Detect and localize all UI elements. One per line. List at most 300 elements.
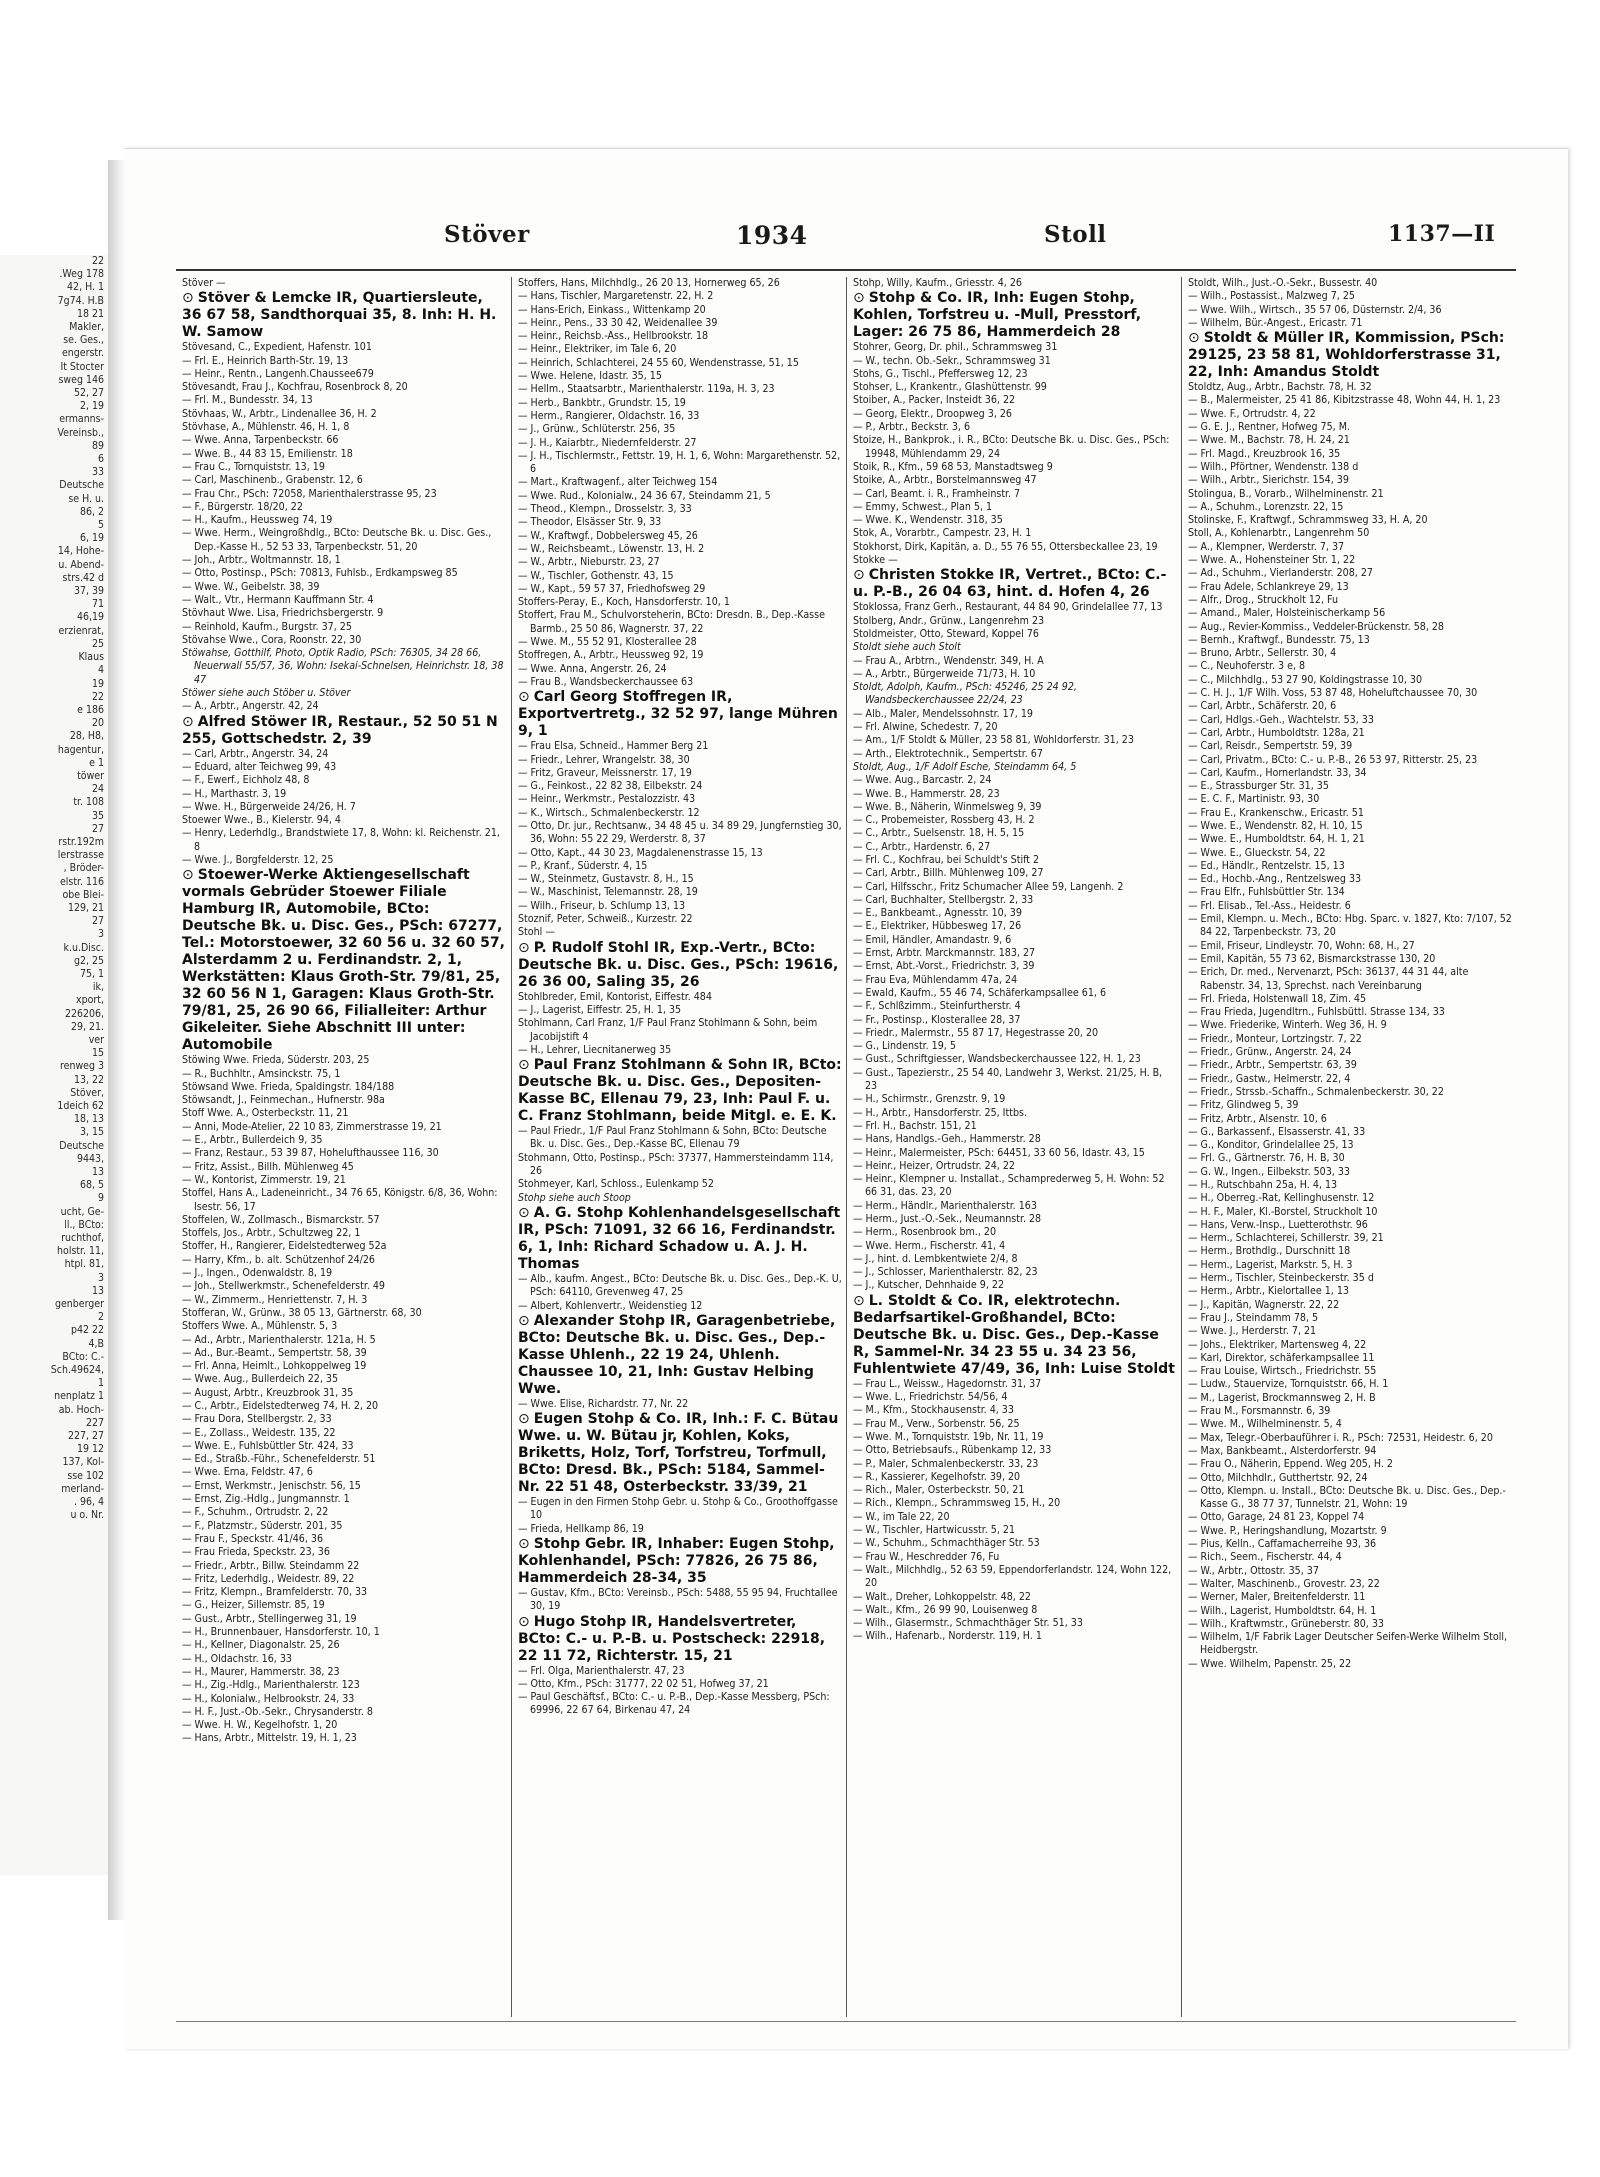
facing-page-fragment: 6: [97, 453, 104, 466]
facing-page-fragment: 27: [91, 915, 104, 928]
firm-listing: ⊙ Carl Georg Stoffregen IR, Exportvertretg., 32 52 97, lange Mühren 9, 1: [518, 689, 842, 740]
directory-entry: — Herm., Arbtr., Kielortallee 1, 13: [1188, 1285, 1349, 1298]
directory-entry: — Frau J., Steindamm 78, 5: [1188, 1311, 1319, 1324]
directory-entry: — Wwe. Aug., Barcastr. 2, 24: [853, 774, 992, 787]
directory-entry: — Wwe. E., Humboldtstr. 64, H. 1, 21: [1188, 833, 1365, 846]
directory-entry: — Rich., Klempn., Schrammsweg 15, H., 20: [853, 1497, 1061, 1510]
facing-page-fragment: p42 22: [70, 1324, 104, 1337]
firm-listing: ⊙ Christen Stokke IR, Vertret., BCto: C.- u. P.-B., 26 04 63, hint. d. Hofen 4, 26: [853, 567, 1177, 601]
facing-page-fragment: genberger: [54, 1298, 104, 1311]
facing-page-fragment: 13, 22: [73, 1073, 104, 1086]
directory-entry: — Ewald, Kaufm., 55 46 74, Schäferkampsallee 61, 6: [853, 986, 1107, 999]
directory-entry: — Wwe. E., Glueckstr. 54, 22: [1188, 846, 1326, 859]
directory-entry: — F., Schlßzimm., Steinfurtherstr. 4: [853, 1000, 1021, 1013]
directory-entry: — Wwe. Aug., Bullerdeich 22, 35: [182, 1373, 339, 1386]
directory-entry: Stoffel, Hans A., Ladeneinricht., 34 76 65, Königstr. 6/8, 36, Wohn: Isestr. 56, 17: [182, 1187, 498, 1213]
facing-page-fragment: 6, 19: [79, 532, 104, 545]
directory-entry: — W., Kraftwgf., Dobbelersweg 45, 26: [518, 529, 698, 542]
running-header: [124, 221, 1568, 261]
directory-entry: Stoklossa, Franz Gerh., Restaurant, 44 84 90, Grindelallee 77, 13: [853, 601, 1163, 614]
directory-entry: — Carl, Maschinenb., Grabenstr. 12, 6: [182, 474, 363, 487]
directory-entry: — Hans, Arbtr., Mittelstr. 19, H. 1, 23: [182, 1732, 357, 1745]
directory-entry: — Henry, Lederhdlg., Brandstwiete 17, 8, Wohn: kl. Reichenstr. 21, 8: [182, 827, 500, 853]
facing-page-fragment: , Bröder-: [63, 862, 104, 875]
directory-entry: — Emil, Friseur, Lindleystr. 70, Wohn: 68, H., 27: [1188, 939, 1415, 952]
directory-entry: — W., Maschinist, Telemannstr. 28, 19: [518, 886, 698, 899]
directory-entry: — Wwe. L., Friedrichstr. 54/56, 4: [853, 1391, 1008, 1404]
facing-page-fragment: 24: [91, 783, 104, 796]
directory-entry: — Aug., Revier-Kommiss., Veddeler-Brückenstr. 58, 28: [1188, 620, 1444, 633]
directory-entry: — Friedr., Monteur, Lortzingstr. 7, 22: [1188, 1032, 1362, 1045]
directory-entry: — Friedr., Grünw., Angerstr. 24, 24: [1188, 1046, 1352, 1059]
directory-entry: — Frau Elfr., Fuhlsbüttler Str. 134: [1188, 886, 1345, 899]
facing-page-fragment: 86, 2: [79, 505, 104, 518]
directory-entry: — Wwe. Anna, Tarpenbeckstr. 66: [182, 434, 339, 447]
directory-entry: — Ad., Schuhm., Vierlanderstr. 208, 27: [1188, 567, 1373, 580]
directory-entry: Stoffels, Jos., Arbtr., Schultzweg 22, 1: [182, 1227, 361, 1240]
directory-entry: — Ernst, Arbtr. Marckmannstr. 183, 27: [853, 947, 1036, 960]
directory-entry: — Frau Louise, Wirtsch., Friedrichstr. 55: [1188, 1365, 1377, 1378]
directory-entry: Stokhorst, Dirk, Kapitän, a. D., 55 76 55, Ottersbeckallee 23, 19: [853, 540, 1158, 553]
directory-entry: — Heinrich, Schlachterei, 24 55 60, Wendenstrasse, 51, 15: [518, 356, 799, 369]
facing-page-fragment: 15: [91, 1047, 104, 1060]
directory-entry: — Otto, Kapt., 44 30 23, Magdalenenstrasse 15, 13: [518, 846, 763, 859]
directory-entry: — Fritz, Glindweg 5, 39: [1188, 1099, 1299, 1112]
directory-entry: Stoffers, Hans, Milchhdlg., 26 20 13, Hornerweg 65, 26: [518, 277, 780, 289]
directory-entry: — Frau B., Wandsbeckerchaussee 63: [518, 675, 694, 688]
directory-entry: Stöwer siehe auch Stöber u. Stöver: [182, 687, 351, 700]
directory-entry: — Frieda, Hellkamp 86, 19: [518, 1522, 644, 1535]
directory-entry: Stohmeyer, Karl, Schloss., Eulenkamp 52: [518, 1178, 714, 1191]
firm-listing: ⊙ P. Rudolf Stohl IR, Exp.-Vertr., BCto: Deutsche Bk. u. Disc. Ges., PSch: 19616, 26 36 00, Saling 35, 26: [518, 940, 842, 991]
facing-page-fragment: .Weg 178: [59, 268, 104, 281]
directory-entry: — Carl, Arbtr., Humboldtstr. 128a, 21: [1188, 726, 1365, 739]
directory-entry: — Frau Frieda, Jugendltrn., Fuhlsbüttl. Strasse 134, 33: [1188, 1006, 1445, 1019]
directory-entry: — B., Malermeister, 25 41 86, Kibitzstrasse 48, Wohn 44, H. 1, 23: [1188, 394, 1501, 407]
directory-entry: — Harry, Kfm., b. alt. Schützenhof 24/26: [182, 1253, 375, 1266]
directory-entry: — Friedr., Arbtr., Sempertstr. 63, 39: [1188, 1059, 1357, 1072]
directory-entry: Stoiber, A., Packer, Insteidt 36, 22: [853, 394, 1016, 407]
directory-entry: — Gust., Tapezierstr., 25 54 40, Landwehr 3, Werkst. 21/25, H. B, 23: [853, 1066, 1163, 1093]
directory-entry: — R., Kassierer, Kegelhofstr. 39, 20: [853, 1470, 1021, 1483]
directory-entry: Stöver —: [182, 277, 226, 289]
directory-entry: — G. W., Ingen., Eilbekstr. 503, 33: [1188, 1165, 1350, 1178]
directory-entry: — Bernh., Kraftwgf., Bundesstr. 75, 13: [1188, 633, 1370, 646]
footer-rule: [176, 2021, 1516, 2022]
directory-entry: — Fritz, Assist., Billh. Mühlenweg 45: [182, 1160, 354, 1173]
directory-entry: — Carl, Hilfsschr., Fritz Schumacher Allee 59, Langenh. 2: [853, 880, 1124, 893]
directory-entry: — Emmy, Schwest., Plan 5, 1: [853, 500, 993, 513]
directory-entry: — J., Kapitän, Wagnerstr. 22, 22: [1188, 1298, 1340, 1311]
directory-entry: — J. H., Tischlermstr., Fettstr. 19, H. 1, 6, Wohn: Margarethenstr. 52, 6: [518, 449, 841, 476]
directory-entry: — Wwe. M., Bachstr. 78, H. 24, 21: [1188, 434, 1350, 447]
facing-page-fragment: 137, Kol-: [62, 1456, 104, 1469]
directory-entry: Stolingua, B., Vorarb., Wilhelminenstr. 21: [1188, 487, 1384, 500]
firm-listing: ⊙ Alexander Stohp IR, Garagenbetriebe, BCto: Deutsche Bk. u. Disc. Ges., Dep.-Kasse Uhlenh., 22 19 24, Uhlenh. Chaussee 10, 21, Inh: Gustav Helbing Wwe.: [518, 1313, 842, 1398]
directory-entry: — Joh., Arbtr., Woltmannstr. 18, 1: [182, 554, 341, 567]
directory-entry: — Wilh., Hafenarb., Norderstr. 119, H. 1: [853, 1630, 1042, 1643]
facing-page-fragment: 7g74. H.B: [57, 294, 104, 307]
directory-entry: — Rich., Seem., Fischerstr. 44, 4: [1188, 1551, 1342, 1564]
directory-entry: Stofferan, W., Grünw., 38 05 13, Gärtnerstr. 68, 30: [182, 1306, 422, 1319]
directory-entry: — Heinr., Elektriker, im Tale 6, 20: [518, 343, 677, 356]
directory-entry: — W., techn. Ob.-Sekr., Schrammsweg 31: [853, 354, 1051, 367]
directory-entry: — C., Arbtr., Suelsenstr. 18, H. 5, 15: [853, 827, 1025, 840]
facing-page-fragment: 9443,: [76, 1152, 104, 1165]
firm-listing: ⊙ Stöver & Lemcke IR, Quartiersleute, 36 67 58, Sandthorquai 35, 8. Inh: H. H. W. Samow: [182, 290, 507, 341]
directory-entry: Stoldmeister, Otto, Steward, Koppel 76: [853, 627, 1039, 640]
directory-entry: — Frau E., Krankenschw., Ericastr. 51: [1188, 806, 1364, 819]
directory-entry: — Wilh., Kraftwmstr., Grüneberstr. 80, 33: [1188, 1617, 1384, 1630]
directory-entry: — Wwe. M., Wilhelminenstr. 5, 4: [1188, 1418, 1342, 1431]
directory-entry: — Carl, Buchhalter, Stellbergstr. 2, 33: [853, 893, 1034, 906]
directory-entry: — Frl. Anna, Heimlt., Lohkoppelweg 19: [182, 1360, 367, 1373]
directory-entry: — H., Schirmstr., Grenzstr. 9, 19: [853, 1093, 1006, 1106]
header-rule: [176, 269, 1516, 271]
directory-entry: — Hans, Verw.-Insp., Luetterothstr. 96: [1188, 1218, 1368, 1231]
directory-entry: — Wwe. J., Borgfelderstr. 12, 25: [182, 853, 334, 866]
facing-page-fragment: Makler,: [69, 321, 104, 334]
facing-page-fragment: sse 102: [67, 1469, 104, 1482]
directory-entry: Stohl —: [518, 926, 555, 939]
directory-entry: — H., Oldachstr. 16, 33: [182, 1652, 292, 1665]
facing-page-fragment: It Stocter: [60, 360, 104, 373]
facing-page-fragment: ik,: [92, 981, 104, 994]
directory-entry: — Carl, Arbtr., Schäferstr. 20, 6: [1188, 700, 1337, 713]
directory-entry: — H., Kellner, Diagonalstr. 25, 26: [182, 1639, 340, 1652]
firm-listing: ⊙ Hugo Stohp IR, Handelsvertreter, BCto: C.- u. P.-B. u. Postscheck: 22918, 22 11 72, Richterstr. 15, 21: [518, 1614, 842, 1665]
directory-entry: — W., Tischler, Gothenstr. 43, 15: [518, 569, 674, 582]
directory-entry: — Fritz, Arbtr., Alsenstr. 10, 6: [1188, 1112, 1327, 1125]
directory-entry: — Theodor, Elsässer Str. 9, 33: [518, 516, 662, 529]
facing-page-fragment: ermanns-: [59, 413, 104, 426]
facing-page-fragment: 13: [91, 1284, 104, 1297]
directory-entry: — Hans, Tischler, Margaretenstr. 22, H. 2: [518, 290, 714, 303]
facing-page-fragment: 13: [91, 1166, 104, 1179]
facing-page-fragment: sweg 146: [58, 373, 104, 386]
column-2: [511, 277, 846, 2017]
directory-entry: — H., Kaufm., Heussweg 74, 19: [182, 514, 333, 527]
facing-page-fragment: 20: [91, 717, 104, 730]
facing-page-fragment: elstr. 116: [59, 875, 104, 888]
directory-entry: — Fritz, Graveur, Meissnerstr. 17, 19: [518, 766, 692, 779]
directory-entry: — Gust., Arbtr., Stellingerweg 31, 19: [182, 1612, 357, 1625]
directory-entry: — Wwe. K., Wendenstr. 318, 35: [853, 514, 1003, 527]
directory-entry: — Wwe. Friederike, Winterh. Weg 36, H. 9: [1188, 1019, 1387, 1032]
directory-entry: — C., Milchhdlg., 53 27 90, Koldingstrasse 10, 30: [1188, 673, 1423, 686]
directory-entry: — Frl. Olga, Marienthalerstr. 47, 23: [518, 1664, 685, 1677]
directory-entry: Stohs, G., Tischl., Pfeffersweg 12, 23: [853, 367, 1028, 380]
facing-page-fragment: 29, 21.: [70, 1020, 104, 1033]
directory-entry: — A., Arbtr., Bürgerweide 71/73, H. 10: [853, 667, 1036, 680]
directory-entry: — A., Arbtr., Angerstr. 42, 24: [182, 700, 319, 713]
facing-page-fragment: ucht, Ge-: [60, 1205, 104, 1218]
facing-page-fragment: lerstrasse: [57, 849, 104, 862]
directory-entry: — Franz, Restaur., 53 39 87, Hohelufthaussee 116, 30: [182, 1147, 439, 1160]
facing-page-fragment: 46,19: [76, 611, 104, 624]
directory-entry: — Wwe. Anna, Angerstr. 26, 24: [518, 662, 667, 675]
directory-entry: Stöwing Wwe. Frieda, Süderstr. 203, 25: [182, 1054, 370, 1067]
directory-entry: — Frl. Alwine, Schedestr. 7, 20: [853, 721, 998, 734]
directory-entry: — Frau O., Näherin, Eppend. Weg 205, H. 2: [1188, 1458, 1393, 1471]
directory-entry: — Arth., Elektrotechnik., Sempertstr. 67: [853, 747, 1043, 760]
directory-entry: — E., Zollass., Weidestr. 135, 22: [182, 1426, 336, 1439]
directory-entry: — Wwe. B., Hammerstr. 28, 23: [853, 787, 1000, 800]
directory-entry: — Hans, Handlgs.-Geh., Hammerstr. 28: [853, 1133, 1041, 1146]
directory-entry: — Frau Frieda, Speckstr. 23, 36: [182, 1546, 330, 1559]
directory-entry: — H., Lehrer, Liecnitanerweg 35: [518, 1043, 672, 1056]
directory-entry: — H., Maurer, Hammerstr. 38, 23: [182, 1665, 340, 1678]
directory-entry: — Pius, Kelln., Caffamacherreihe 93, 36: [1188, 1538, 1377, 1551]
directory-entry: — Ludw., Stauervize, Tornquiststr. 66, H. 1: [1188, 1378, 1389, 1391]
facing-page-fragment: 19: [91, 677, 104, 690]
facing-page-fragment: Sch.49624,: [50, 1364, 104, 1377]
directory-entry: — Wwe. H. W., Kegelhofstr. 1, 20: [182, 1719, 338, 1732]
directory-entry: — F., Platzmstr., Süderstr. 201, 35: [182, 1519, 343, 1532]
facing-page-fragment: 129, 21: [67, 901, 104, 914]
directory-entry: — Alfr., Drog., Struckholt 12, Fu: [1188, 593, 1338, 606]
facing-page-fragment: 22: [91, 690, 104, 703]
directory-entry: Stoff Wwe. A., Osterbeckstr. 11, 21: [182, 1107, 349, 1120]
directory-entry: — Friedr., Malermstr., 55 87 17, Hegestrasse 20, 20: [853, 1026, 1099, 1039]
directory-entry: — Frau Elsa, Schneid., Hammer Berg 21: [518, 740, 709, 753]
firm-listing: ⊙ Stohp Gebr. IR, Inhaber: Eugen Stohp, Kohlenhandel, PSch: 77826, 26 75 86, Hammerdeich 28-34, 35: [518, 1536, 842, 1587]
directory-entry: — Friedr., Gastw., Helmerstr. 22, 4: [1188, 1072, 1351, 1085]
directory-entry: — Otto, Garage, 24 81 23, Koppel 74: [1188, 1511, 1365, 1524]
directory-entry: — Wilh., Arbtr., Sierichstr. 154, 39: [1188, 474, 1349, 487]
directory-entry: — Frau M., Forsmannstr. 6, 39: [1188, 1405, 1331, 1418]
directory-entry: — Wwe. M., Tornquiststr. 19b, Nr. 11, 19: [853, 1430, 1044, 1443]
directory-entry: Stok, A., Vorarbtr., Campestr. 23, H. 1: [853, 527, 1032, 540]
firm-listing: ⊙ Stoewer-Werke Aktiengesellschaft vormals Gebrüder Stoewer Filiale Hamburg IR, Automobile, BCto: Deutsche Bk. u. Disc. Ges., PSch: 67277, Tel.: Motorstoewer, 32 60 56 u. 32 60 57, Alsterdamm 2 u. Ferdinandstr. 2, 1, Werkstätten: Klaus Groth-Str. 79/81, 25, 32 60 56 N 1, Garagen: Klaus Groth-Str. 79/81, 25, 26 90 66, Filialleiter: Arthur Gikeleiter. Siehe Abschnitt III unter: Automobile: [182, 867, 507, 1054]
facing-page-fragment: 37, 39: [73, 585, 104, 598]
directory-entry: — Carl, Kaufm., Hornerlandstr. 33, 34: [1188, 766, 1367, 779]
directory-entry: — W., Arbtr., Ottostr. 35, 37: [1188, 1564, 1319, 1577]
facing-page-fragment: 75, 1: [79, 967, 104, 980]
directory-entry: — Herm., Schlachterei, Schillerstr. 39, 21: [1188, 1232, 1384, 1245]
directory-entry: — Emil, Kapitän, 55 73 62, Bismarckstrasse 130, 20: [1188, 952, 1436, 965]
facing-page-fragment: rstr.192m: [58, 835, 104, 848]
facing-page-fragment: ll., BCto:: [64, 1218, 104, 1231]
directory-entry: — Herm., Händlr., Marienthalerstr. 163: [853, 1199, 1037, 1212]
directory-entry: — Walter, Maschinenb., Grovestr. 23, 22: [1188, 1577, 1380, 1590]
directory-entry: — Am., 1/F Stoldt & Müller, 23 58 81, Wohldorferstr. 31, 23: [853, 734, 1134, 747]
directory-entry: Stoznif, Peter, Schweiß., Kurzestr. 22: [518, 913, 693, 926]
directory-entry: — Reinhold, Kaufm., Burgstr. 37, 25: [182, 620, 352, 633]
directory-entry: — Friedr., Lehrer, Wrangelstr. 38, 30: [518, 753, 690, 766]
facing-page-fragment: ver: [88, 1033, 104, 1046]
directory-entry: — R., Buchhltr., Amsinckstr. 75, 1: [182, 1067, 341, 1080]
facing-page-fragment: nenplatz 1: [54, 1390, 104, 1403]
facing-page-fragment: strs.42 d: [62, 571, 104, 584]
facing-page-fragment: 3, 15: [79, 1126, 104, 1139]
facing-page-fragment: Deutsche: [59, 479, 104, 492]
directory-entry: — Herm., Tischler, Steinbeckerstr. 35 d: [1188, 1272, 1374, 1285]
directory-entry: — H. F., Maler, Kl.-Borstel, Struckholt 10: [1188, 1205, 1378, 1218]
facing-page-fragment: g2, 25: [73, 954, 104, 967]
directory-entry: — Frl. E., Heinrich Barth-Str. 19, 13: [182, 354, 349, 367]
directory-entry: Stohlbreder, Emil, Kontorist, Eiffestr. 484: [518, 990, 712, 1003]
directory-entry: — Gustav, Kfm., BCto: Vereinsb., PSch: 5488, 55 95 94, Fruchtallee 30, 19: [518, 1587, 838, 1613]
facing-page-fragment: 1: [97, 1377, 104, 1390]
directory-entry: — Wwe. Wilh., Wirtsch., 35 57 06, Düsternstr. 2/4, 36: [1188, 303, 1442, 316]
directory-entry: — Fritz, Lederhdlg., Weidestr. 89, 22: [182, 1572, 355, 1585]
directory-entry: Stoldtz, Aug., Arbtr., Bachstr. 78, H. 32: [1188, 381, 1372, 394]
directory-entry: — Walt., Vtr., Hermann Kauffmann Str. 4: [182, 593, 374, 606]
directory-entry: — W., Kapt., 59 57 37, Friedhofsweg 29: [518, 582, 706, 595]
directory-entry: — Carl, Beamt. i. R., Framheinstr. 7: [853, 487, 1021, 500]
facing-page-fragment: e 186: [77, 703, 104, 716]
directory-entry: — Carl, Reisdr., Sempertstr. 59, 39: [1188, 740, 1353, 753]
directory-entry: — Joh., Stellwerkmstr., Schenefelderstr. 49: [182, 1280, 385, 1293]
facing-page-fragment: u. Abend-: [58, 558, 104, 571]
directory-entry: Stöwsand Wwe. Frieda, Spaldingstr. 184/188: [182, 1080, 395, 1093]
directory-entry: — Theod., Klempn., Drosselstr. 3, 33: [518, 503, 692, 516]
directory-entry: Stoldt, Adolph, Kaufm., PSch: 45246, 25 24 92, Wandsbeckerchaussee 22/24, 23: [853, 681, 1077, 707]
directory-entry: — Hans-Erich, Einkass., Wittenkamp 20: [518, 303, 706, 316]
directory-entry: — Frau Dora, Stellbergstr. 2, 33: [182, 1413, 332, 1426]
facing-page-fragment: e 1: [89, 756, 104, 769]
directory-entry: — E., Strassburger Str. 31, 35: [1188, 780, 1329, 793]
column-3: [846, 277, 1181, 2017]
facing-page-fragment: 27: [91, 822, 104, 835]
directory-entry: — C., Arbtr., Eidelstedterweg 74, H. 2, 20: [182, 1400, 379, 1412]
directory-entry: — Wilh., Lagerist, Humboldtstr. 64, H. 1: [1188, 1604, 1377, 1617]
facing-page-fragment: 14, Hohe-: [57, 545, 104, 558]
firm-listing: ⊙ Stoldt & Müller IR, Kommission, PSch: 29125, 23 58 81, Wohldorferstrasse 31, 22, Inh: Amandus Stoldt: [1188, 330, 1512, 381]
directory-entry: — Mart., Kraftwagenf., alter Teichweg 154: [518, 476, 718, 489]
facing-page-fragment: 89: [91, 439, 104, 452]
directory-entry: Stövhaut Wwe. Lisa, Friedrichsbergerstr. 9: [182, 607, 384, 620]
directory-entry: Stöwahse, Gotthilf, Photo, Optik Radio, PSch: 76305, 34 28 66, Neuerwall 55/57, 36, Wohn: Isekai-Schnelsen, Heinrichstr. 18, 38 47: [182, 647, 504, 686]
directory-entry: — Werner, Maler, Breitenfelderstr. 11: [1188, 1591, 1366, 1604]
facing-page-fragment: htpl. 81,: [64, 1258, 104, 1271]
directory-entry: — H., Rutschbahn 25a, H. 4, 13: [1188, 1179, 1338, 1191]
directory-entry: — Herm., Rosenbrook bm., 20: [853, 1226, 997, 1239]
directory-entry: — C. H. J., 1/F Wilh. Voss, 53 87 48, Hoheluftchaussee 70, 30: [1188, 687, 1478, 700]
directory-entry: Stoldt, Wilh., Just.-O.-Sekr., Bussestr. 40: [1188, 277, 1378, 289]
directory-entry: Stoewer Wwe., B., Kielerstr. 94, 4: [182, 814, 341, 827]
directory-entry: — Heinr., Klempner u. Installat., Schamprederweg 5, H. Wohn: 52 66 31, das. 23, 20: [853, 1173, 1165, 1199]
directory-entry: — P., Arbtr., Beckstr. 3, 6: [853, 421, 971, 434]
directory-entry: — Wwe. B., Näherin, Winmelsweg 9, 39: [853, 800, 1042, 813]
header-first-name: Stöver: [444, 221, 530, 248]
directory-entry: — F., Ewerf., Eichholz 48, 8: [182, 774, 310, 787]
directory-entry: — Otto, Dr. jur., Rechtsanw., 34 48 45 u. 34 89 29, Jungfernstieg 30, 36, Wohn: 55 22 29, Werderstr. 8, 37: [518, 819, 842, 846]
directory-entry: — Wwe. Rud., Kolonialw., 24 36 67, Steindamm 21, 5: [518, 489, 771, 502]
directory-entry: — Paul Friedr., 1/F Paul Franz Stohlmann & Sohn, BCto: Deutsche Bk. u. Disc. Ges., Dep.-Kasse BC, Ellenau 79: [518, 1125, 827, 1151]
directory-entry: — Wwe. E., Fuhlsbüttler Str. 424, 33: [182, 1439, 354, 1452]
directory-entry: Stoffers-Peray, E., Koch, Hansdorferstr. 10, 1: [518, 596, 730, 609]
firm-listing: ⊙ L. Stoldt & Co. IR, elektrotechn. Bedarfsartikel-Großhandel, BCto: Deutsche Bk. u. Disc. Ges., Dep.-Kasse R, Sammel-Nr. 34 23 55 u. 34 23 56, Fuhlentwiete 47/49, 36, Inh: Luise Stoldt: [853, 1293, 1177, 1378]
directory-entry: Stohser, L., Krankentr., Glashüttenstr. 99: [853, 381, 1047, 394]
facing-page-fragment: obe Blei-: [62, 888, 104, 901]
facing-page-fragment: 33: [91, 466, 104, 479]
directory-entry: — W., Tischler, Hartwicusstr. 5, 21: [853, 1524, 1016, 1537]
directory-entry: Stolberg, Andr., Grünw., Langenrehm 23: [853, 614, 1045, 627]
directory-entry: — W., Reichsbeamt., Löwenstr. 13, H. 2: [518, 542, 705, 555]
directory-entry: — Carl, Arbtr., Billh. Mühlenweg 109, 27: [853, 867, 1044, 880]
directory-entry: — Wwe. Wilhelm, Papenstr. 25, 22: [1188, 1657, 1352, 1670]
facing-page-fragment: engerstr.: [61, 347, 104, 360]
directory-entry: — Frl. M., Bundesstr. 34, 13: [182, 394, 313, 407]
directory-entry: — K., Wirtsch., Schmalenbeckerstr. 12: [518, 806, 700, 819]
facing-page-fragment: 4,B: [88, 1337, 104, 1350]
facing-page-fragment: 19 12: [76, 1443, 104, 1456]
directory-entry: — H., Oberreg.-Rat, Kellinghusenstr. 12: [1188, 1192, 1375, 1205]
header-year: 1934: [736, 221, 808, 250]
directory-entry: — Wwe. H., Bürgerweide 24/26, H. 7: [182, 800, 356, 813]
directory-entry: — F., Bürgerstr. 18/20, 22: [182, 500, 303, 513]
directory-entry: — M., Lagerist, Brockmannsweg 2, H. B: [1188, 1391, 1376, 1404]
facing-page-fragment: Vereinsb.,: [57, 426, 104, 439]
directory-entry: Stohmann, Otto, Postinsp., PSch: 37377, Hammersteindamm 114, 26: [518, 1151, 834, 1178]
directory-entry: — Herb., Bankbtr., Grundstr. 15, 19: [518, 396, 686, 409]
directory-entry: — Otto, Postinsp., PSch: 70813, Fuhlsb., Erdkampsweg 85: [182, 567, 458, 580]
header-last-name: Stoll: [1044, 221, 1107, 248]
column-1: [176, 277, 511, 2017]
directory-entry: Stoffert, Frau M., Schulvorsteherin, BCto: Dresdn. B., Dep.-Kasse Barmb., 25 50 86, Wagnerstr. 37, 22: [518, 609, 825, 635]
directory-entry: — Wwe. M., 55 52 91, Klosterallee 28: [518, 636, 697, 649]
directory-entry: — Wwe. J., Herderstr. 7, 21: [1188, 1325, 1317, 1338]
facing-page-edge: [0, 255, 112, 1875]
directory-entry: — Carl, Arbtr., Angerstr. 34, 24: [182, 747, 329, 760]
directory-entry: — H., Kolonialw., Helbrookstr. 24, 33: [182, 1692, 355, 1705]
directory-entry: — Frl. Magd., Kreuzbrook 16, 35: [1188, 447, 1341, 460]
directory-entry: — Ad., Arbtr., Marienthalerstr. 121a, H. 5: [182, 1333, 376, 1346]
directory-entry: — C., Neuhoferstr. 3 e, 8: [1188, 660, 1306, 673]
facing-page-fragment: töwer: [77, 769, 104, 782]
facing-page-fragment: 28, H8,: [69, 730, 104, 743]
directory-entry: — W., Arbtr., Nieburstr. 23, 27: [518, 556, 660, 569]
facing-page-fragment: merland-: [61, 1482, 104, 1495]
facing-page-fragment: u o. Nr.: [70, 1509, 104, 1522]
facing-page-fragment: 227, 27: [67, 1430, 104, 1443]
facing-page-fragment: 2, 19: [79, 400, 104, 413]
directory-entry: — Frau C., Tornquiststr. 13, 19: [182, 460, 325, 473]
directory-entry: — Ad., Bur.-Beamt., Sempertstr. 58, 39: [182, 1346, 367, 1359]
directory-entry: — M., Kfm., Stockhausenstr. 4, 33: [853, 1404, 1014, 1417]
directory-entry: — Frl. G., Gärtnerstr. 76, H. B, 30: [1188, 1152, 1345, 1165]
directory-entry: — J., Grünw., Schlüterstr. 256, 35: [518, 423, 676, 436]
facing-page-fragment: 25: [91, 637, 104, 650]
facing-page-fragment: 4: [97, 664, 104, 677]
facing-page-fragment: 22: [91, 255, 104, 267]
directory-entry: — E., Bankbeamt., Agnesstr. 10, 39: [853, 907, 1022, 920]
directory-entry: Stövahse Wwe., Cora, Roonstr. 22, 30: [182, 633, 362, 646]
directory-entry: Stohp siehe auch Stoop: [518, 1191, 631, 1204]
directory-entry: — J. H., Kaiarbtr., Niedernfelderstr. 27: [518, 436, 697, 449]
directory-entry: — Otto, Kfm., PSch: 31777, 22 02 51, Hofweg 37, 21: [518, 1677, 769, 1690]
directory-entry: — Wilh., Glasermstr., Schmachthäger Str. 51, 33: [853, 1617, 1083, 1630]
facing-page-fragment: se H. u.: [68, 492, 104, 505]
directory-entry: — Wwe. P., Heringshandlung, Mozartstr. 9: [1188, 1524, 1387, 1537]
directory-entry: — Frau F., Speckstr. 41/46, 36: [182, 1532, 324, 1545]
directory-entry: — Frl. Frieda, Holstenwall 18, Zim. 45: [1188, 992, 1367, 1005]
directory-entry: — Heinr., Werkmstr., Pestalozzistr. 43: [518, 793, 696, 806]
directory-entry: — Wwe. F., Ortrudstr. 4, 22: [1188, 407, 1316, 420]
directory-entry: Stoffelen, W., Zollmasch., Bismarckstr. 57: [182, 1213, 380, 1226]
directory-entry: — Herm., Lagerist, Markstr. 5, H. 3: [1188, 1258, 1353, 1271]
directory-entry: — Wwe. Helene, Idastr. 35, 15: [518, 370, 662, 383]
directory-entry: — Frl. Elisab., Tel.-Ass., Heidestr. 6: [1188, 899, 1351, 912]
directory-entry: — Carl, Hdlgs.-Geh., Wachtelstr. 53, 33: [1188, 713, 1374, 726]
directory-entry: Stövhase, A., Mühlenstr. 46, H. 1, 8: [182, 421, 350, 434]
directory-entry: — Karl, Direktor, schäferkampsallee 11: [1188, 1351, 1375, 1364]
directory-entry: Stövesand, C., Expedient, Hafenstr. 101: [182, 341, 372, 354]
directory-entry: — Heinr., Rentn., Langenh.Chaussee679: [182, 367, 374, 380]
directory-entry: — C., Arbtr., Hardenstr. 6, 27: [853, 840, 991, 853]
